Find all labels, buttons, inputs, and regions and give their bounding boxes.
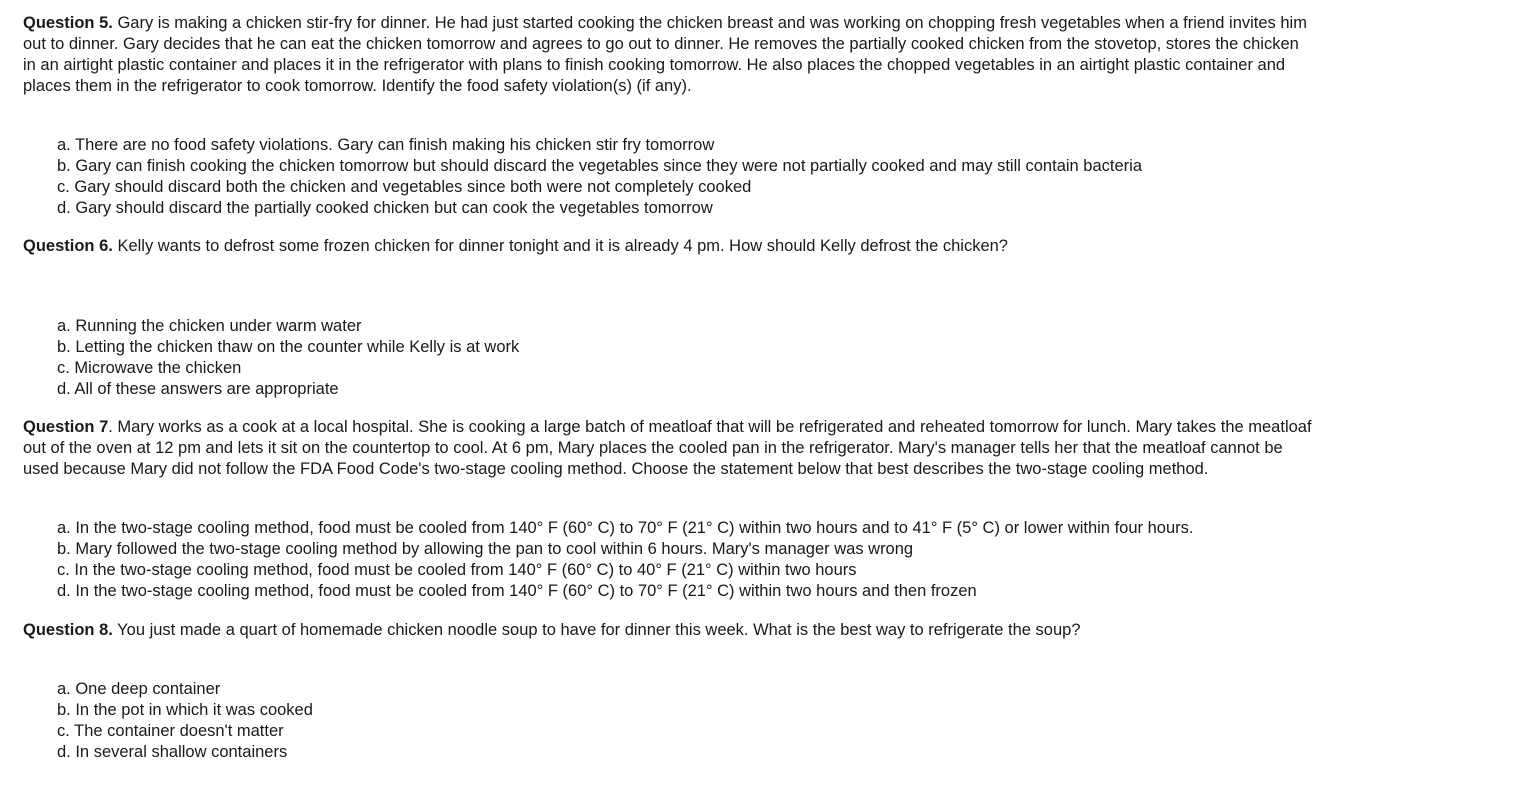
question-5-option-a: a. There are no food safety violations. Gary can finish making his chicken stir fry tomorrow — [57, 136, 715, 154]
question-7-option-d: d. In the two-stage cooling method, food must be cooled from 140° F (60° C) to 70° F (21° C) within two hours and then frozen — [57, 582, 977, 600]
question-8-option-d: d. In several shallow containers — [57, 743, 288, 761]
question-5-text: Gary is making a chicken stir-fry for dinner. He had just started cooking the chicken breast and was working on chopping fresh vegetables when a friend invites him out to dinner. Gary decides that he can eat the chicken tomorrow and agrees to go out to dinner. He removes the partially cooked chicken from the stovetop, stores the chicken in an airtight plastic container and places it in the refrigerator with plans to finish cooking tomorrow. He also places the chopped vegetables in an airtight plastic container and places them in the refrigerator to cook tomorrow. Identify the food safety violation(s) (if any). — [23, 14, 1307, 95]
question-8-option-b: b. In the pot in which it was cooked — [57, 701, 313, 719]
question-7-option-b: b. Mary followed the two-stage cooling method by allowing the pan to cool within 6 hours. Mary's manager was wrong — [57, 540, 914, 558]
question-6-option-d: d. All of these answers are appropriate — [57, 380, 339, 398]
question-5-stem — [23, 13, 1313, 97]
question-7-option-c: c. In the two-stage cooling method, food must be cooled from 140° F (60° C) to 40° F (21° C) within two hours — [57, 561, 857, 579]
question-8-option-a: a. One deep container — [57, 680, 221, 698]
question-7-label: Question 7 — [23, 418, 109, 436]
question-5-option-b: b. Gary can finish cooking the chicken tomorrow but should discard the vegetables since they were not partially cooked and may still contain bacteria — [57, 157, 1142, 175]
question-5-option-d: d. Gary should discard the partially cooked chicken but can cook the vegetables tomorrow — [57, 199, 713, 217]
question-6-label: Question 6. — [23, 237, 113, 255]
question-6-option-a: a. Running the chicken under warm water — [57, 317, 362, 335]
question-5-option-c: c. Gary should discard both the chicken and vegetables since both were not completely cooked — [57, 178, 752, 196]
question-8-stem — [23, 620, 1313, 641]
question-7-stem — [23, 417, 1313, 480]
question-6-option-c: c. Microwave the chicken — [57, 359, 242, 377]
question-8-label: Question 8. — [23, 621, 113, 639]
question-6-stem — [23, 236, 1313, 257]
question-6-option-b: b. Letting the chicken thaw on the counter while Kelly is at work — [57, 338, 520, 356]
question-7-text: . Mary works as a cook at a local hospital. She is cooking a large batch of meatloaf that will be refrigerated and reheated tomorrow for lunch. Mary takes the meatloaf out of the oven at 12 pm and lets it sit on the countertop to cool. At 6 pm, Mary places the cooled pan in the refrigerator. Mary's manager tells her that the meatloaf cannot be used because Mary did not follow the FDA Food Code's two-stage cooling method. Choose the statement below that best describes the two-stage cooling method. — [23, 418, 1312, 478]
question-8-options — [23, 679, 1313, 763]
question-6-options — [23, 316, 1313, 400]
question-5-options — [23, 135, 1313, 219]
question-7-option-a: a. In the two-stage cooling method, food must be cooled from 140° F (60° C) to 70° F (21° C) within two hours and to 41° F (5° C) or lower within four hours. — [57, 519, 1194, 537]
quiz-page — [23, 13, 1313, 763]
question-6-text: Kelly wants to defrost some frozen chicken for dinner tonight and it is already 4 pm. How should Kelly defrost the chicken? — [112, 237, 1008, 255]
question-7-options — [23, 518, 1313, 602]
question-8-option-c: c. The container doesn't matter — [57, 722, 284, 740]
question-8-text: You just made a quart of homemade chicken noodle soup to have for dinner this week. What is the best way to refrigerate the soup? — [112, 621, 1081, 639]
question-5-label: Question 5. — [23, 14, 113, 32]
